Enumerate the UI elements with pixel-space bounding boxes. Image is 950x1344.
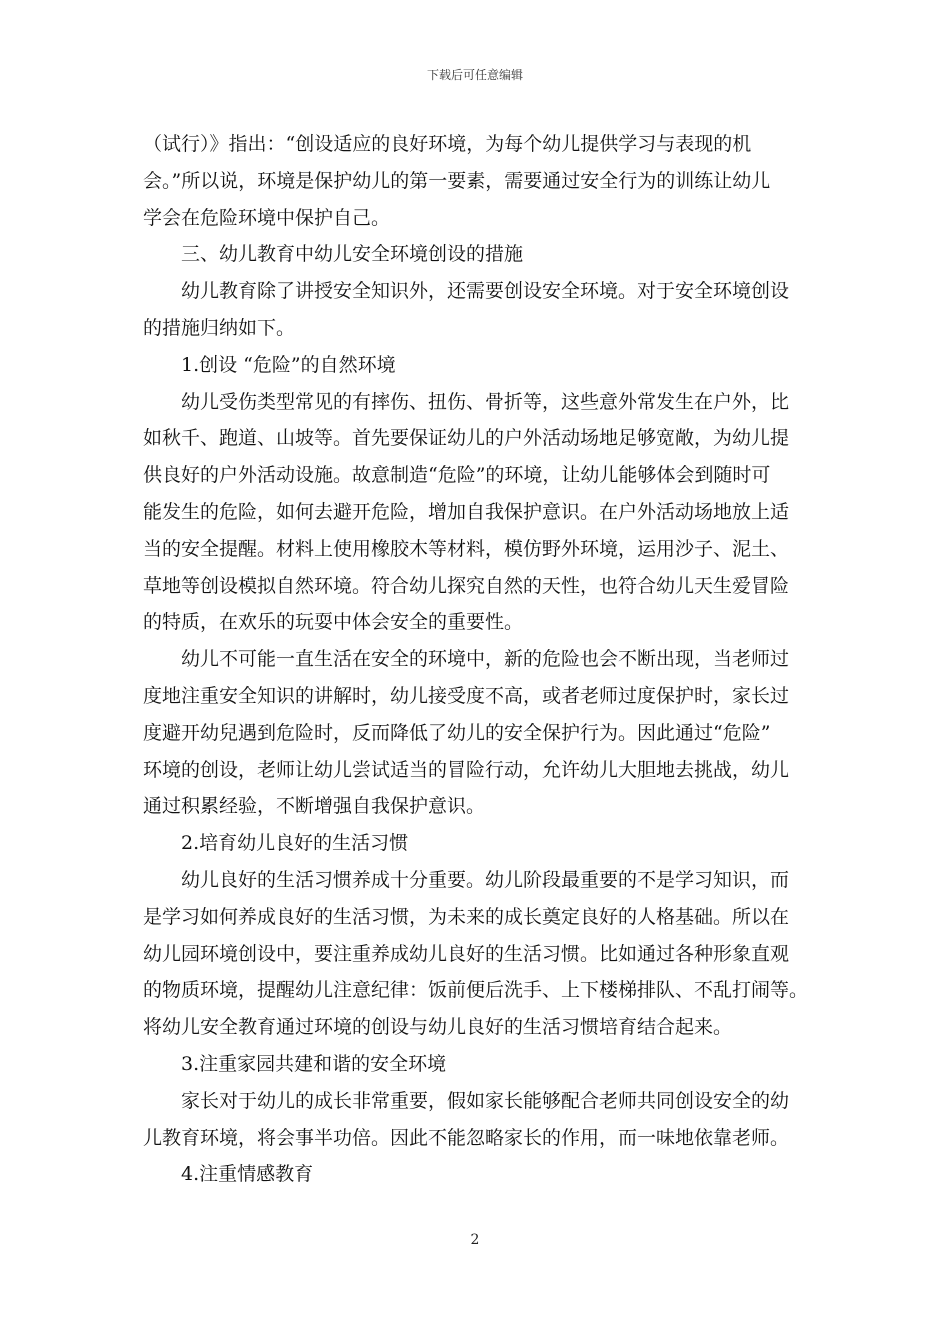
text-line: 4.注重情感教育 xyxy=(181,1163,314,1186)
text-line: 如秋千、跑道、山坡等。首先要保证幼儿的户外活动场地足够宽敞，为幼儿提 xyxy=(143,427,790,450)
text-line: 幼儿不可能一直生活在安全的环境中，新的危险也会不断出现，当老师过 xyxy=(181,648,790,671)
text-line: 幼儿受伤类型常见的有摔伤、扭伤、骨折等，这些意外常发生在户外，比 xyxy=(181,390,790,413)
text-line: 的特质，在欢乐的玩耍中体会安全的重要性。 xyxy=(143,611,524,634)
text-line: 环境的创设，老师让幼儿尝试适当的冒险行动，允许幼儿大胆地去挑战，幼儿 xyxy=(143,758,790,781)
text-line: 会。”所以说，环境是保护幼儿的第一要素，需要通过安全行为的训练让幼儿 xyxy=(143,169,771,192)
text-line: 将幼儿安全教育通过环境的创设与幼儿良好的生活习惯培育结合起来。 xyxy=(143,1016,733,1039)
text-line: 1.创设 “危险”的自然环境 xyxy=(181,353,396,376)
text-line: 三、幼儿教育中幼儿安全环境创设的措施 xyxy=(181,243,524,266)
text-line: 当的安全提醒。材料上使用橡胶木等材料，模仿野外环境，运用沙子、泥土、 xyxy=(143,537,790,560)
document-body xyxy=(143,126,815,1193)
page-header: 下载后可任意编辑 xyxy=(426,68,523,82)
text-line: 学会在危险环境中保护自己。 xyxy=(143,206,391,229)
page-number: 2 xyxy=(470,1232,480,1248)
text-line: 草地等创设模拟自然环境。符合幼儿探究自然的天性，也符合幼儿天生爱冒险 xyxy=(143,574,790,597)
text-line: 的物质环境，提醒幼儿注意纪律：饭前便后洗手、上下楼梯排队、不乱打闹等。 xyxy=(143,979,809,1002)
text-line: 度地注重安全知识的讲解时，幼儿接受度不高，或者老师过度保护时，家长过 xyxy=(143,684,790,707)
text-line: 供良好的户外活动设施。故意制造“危险”的环境，让幼儿能够体会到随时可 xyxy=(143,464,771,487)
text-line: 家长对于幼儿的成长非常重要，假如家长能够配合老师共同创设安全的幼 xyxy=(181,1089,790,1112)
text-line: 度避开幼兒遇到危险时，反而降低了幼儿的安全保护行为。因此通过“危险” xyxy=(143,721,771,744)
text-line: 幼儿良好的生活习惯养成十分重要。幼儿阶段最重要的不是学习知识，而 xyxy=(181,868,790,891)
text-line: 幼儿教育除了讲授安全知识外，还需要创设安全环境。对于安全环境创设 xyxy=(181,280,790,303)
text-line: 通过积累经验，不断增强自我保护意识。 xyxy=(143,795,486,818)
text-line: 2.培育幼儿良好的生活习惯 xyxy=(181,832,409,855)
text-line: 儿教育环境，将会事半功倍。因此不能忽略家长的作用，而一味地依靠老师。 xyxy=(143,1126,790,1149)
text-line: 能发生的危险，如何去避开危险，增加自我保护意识。在户外活动场地放上适 xyxy=(143,500,790,523)
text-line: 是学习如何养成良好的生活习惯，为未来的成长奠定良好的人格基础。所以在 xyxy=(143,905,790,928)
text-line: 的措施归纳如下。 xyxy=(143,316,296,339)
text-line: 幼儿园环境创设中，要注重养成幼儿良好的生活习惯。比如通过各种形象直观 xyxy=(143,942,790,965)
text-line: 3.注重家园共建和谐的安全环境 xyxy=(181,1052,447,1075)
text-line: （试行）》指出：“创设适应的良好环境，为每个幼儿提供学习与表现的机 xyxy=(143,133,752,155)
